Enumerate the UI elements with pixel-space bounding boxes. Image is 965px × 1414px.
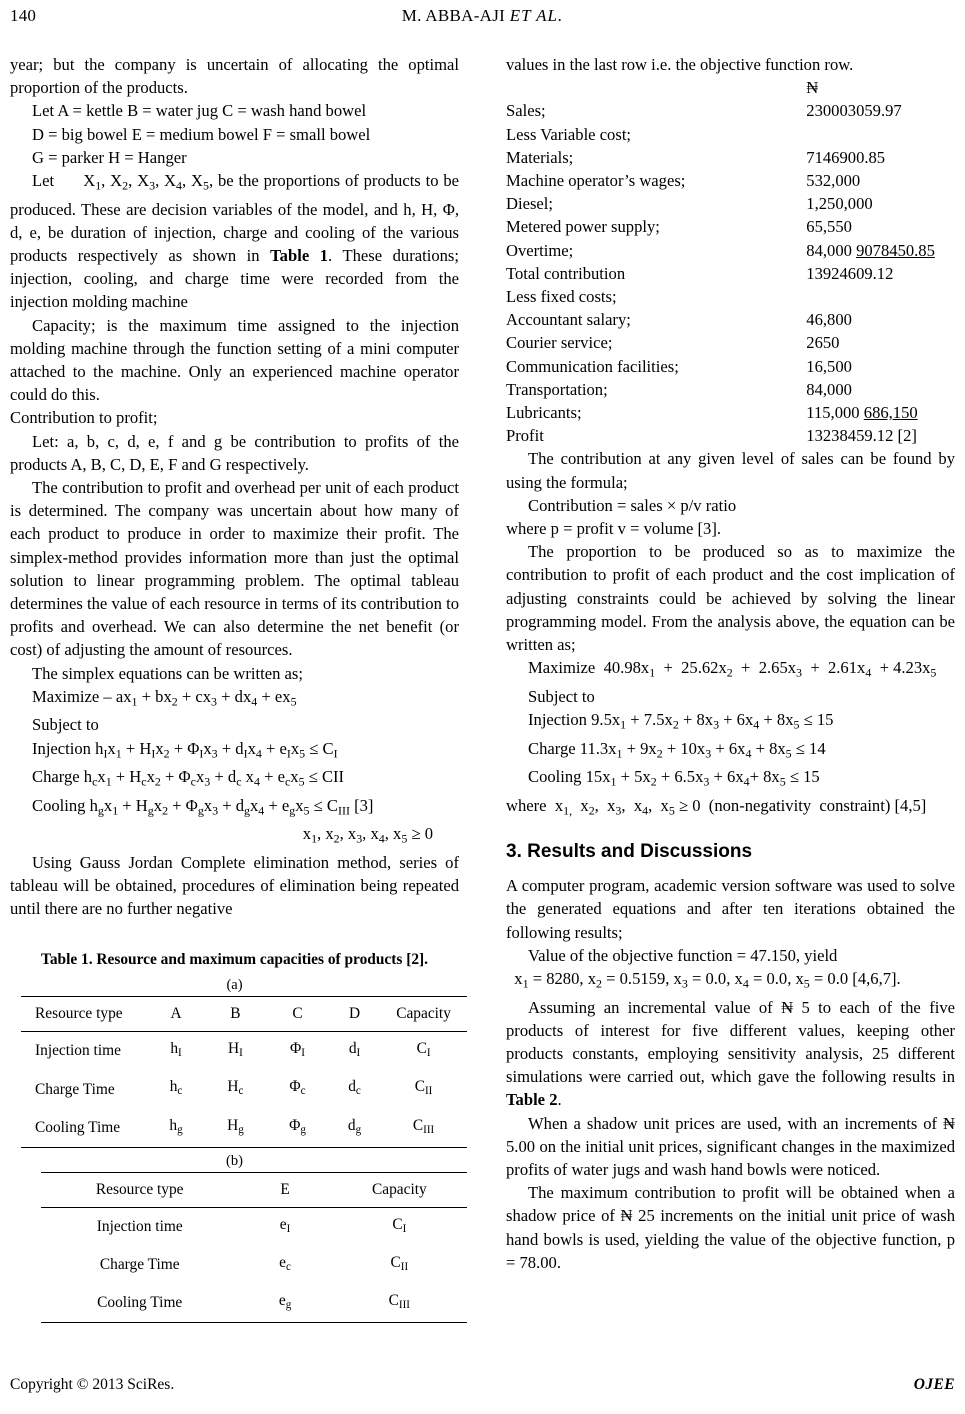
table1-reference: Table 1: [270, 245, 329, 265]
statement-row: [506, 401, 955, 424]
statement-label: Total contribution: [506, 263, 626, 283]
table1a-r2-c: $\Phi_g$: [289, 1116, 306, 1136]
statement-row: [506, 262, 955, 285]
table1a-r2-d: $d_g$: [347, 1116, 362, 1136]
statement-row: [506, 308, 955, 331]
page-number: 140: [10, 6, 37, 25]
statement-value: [804, 401, 955, 424]
statement-value: 84,000: [806, 379, 852, 399]
statement-row: [506, 215, 955, 238]
statement-row: [506, 331, 955, 354]
currency-header-row: [506, 76, 955, 99]
running-head: [10, 6, 955, 30]
table2-reference: Table 2: [506, 1090, 558, 1110]
running-title-etal: ET AL.: [509, 6, 564, 25]
running-title: [10, 6, 955, 26]
table1a-header-c: C: [292, 1005, 303, 1023]
table1a-r1-a: $h_c$: [169, 1078, 183, 1098]
table1a-header-a: A: [170, 1005, 182, 1023]
sensitivity-text-end: .: [557, 1090, 562, 1110]
equation-subject-to: Subject to: [32, 715, 99, 735]
table1b-r0-label: Injection time: [96, 1217, 183, 1235]
statement-row: [506, 169, 955, 192]
paragraph-continuation: year; but the company is uncertain of allocating the optimal proportion of the products.: [10, 55, 459, 98]
contribution-definition-paragraph: Let: a, b, c, d, e, f and g be contribution to profits of the products A, B, C, D, E, F and G respectively.: [10, 431, 459, 474]
table1b-sublabel: (b): [226, 1152, 243, 1169]
table1a-r0-d: $d_I$: [348, 1040, 361, 1060]
variables-text-b: . These durations; injection, cooling, and charge time were recorded from the injection molding machine: [10, 245, 459, 312]
table1b-r2-e: $e_g$: [278, 1291, 292, 1311]
statement-label: Accountant salary;: [506, 310, 631, 330]
formula-legend: where p = profit v = volume [3].: [506, 519, 722, 539]
table1a: [21, 996, 467, 1147]
table1b: [41, 1172, 467, 1323]
variables-text-a: be the proportions of products to be produced. These are decision variables of the model, and h, H, Φ, d, e, be duration of injection, charge and cooling of the various products respectively as shown in: [10, 171, 460, 265]
right-equation-nonnegativity: where $x_{1,}$ $x_2$, $x_3$, $x_4$, $x_5 \ge 0$ (non-negativity constraint) [4,5]: [506, 795, 927, 818]
table-row: [41, 1284, 467, 1323]
table1a-r2-cap: $C_{III}$: [412, 1116, 435, 1136]
contribution-formula-paragraph: The contribution at any given level of sales can be found by using the formula;: [506, 449, 955, 492]
currency-symbol: ₦: [806, 78, 819, 98]
objective-row-line: values in the last row i.e. the objective function row.: [506, 55, 854, 74]
capacity-paragraph: Capacity; is the maximum time assigned to the injection molding machine through the function setting of a mini computer attached to the machine. Only an experienced machine operator could do this.: [10, 315, 459, 405]
contribution-formula: Contribution = sales × p/v ratio: [528, 495, 737, 515]
statement-label: Diesel;: [506, 194, 554, 214]
statement-label: Less Variable cost;: [506, 124, 632, 144]
table1a-r1-d: $d_c$: [348, 1078, 361, 1098]
currency-header-blank: [506, 76, 804, 99]
simplex-equations-intro: The simplex equations can be written as;: [32, 663, 303, 683]
right-equation-subject-to: Subject to: [528, 686, 595, 706]
table1a-r0-label: Injection time: [35, 1042, 121, 1060]
variable-list: $X_1$, $X_2$, $X_3$, $X_4$, $X_5$,: [83, 171, 214, 193]
table1b-r1-e: $e_c$: [279, 1253, 291, 1273]
statement-label: Overtime;: [506, 240, 574, 260]
right-equation-charge: Charge $11.3x_1 + 9x_2 + 10x_3 + 6x_4 + 8x_5 \le 14$: [528, 738, 826, 760]
table1a-sublabel: (a): [226, 977, 243, 994]
table1a-r0-c: $\Phi_I$: [290, 1040, 305, 1060]
table-row: [21, 1109, 467, 1148]
table1b-header-resource: Resource type: [95, 1180, 184, 1198]
equation-cooling: Cooling $h_gx_1 + H_gx_2 + \Phi_gx_3 + d_gx_4 + e_gx_5 \le C_{III}$ [3]: [32, 795, 374, 818]
right-equation-cooling: Cooling $15x_1 + 5x_2 + 6.5x_3 + 6x_4+ 8x_5 \le 15$: [528, 767, 820, 789]
statement-label: Lubricants;: [506, 403, 582, 423]
statement-row: [506, 378, 955, 401]
financial-statement: [506, 76, 955, 447]
table1b-header-row: [41, 1172, 467, 1207]
table1b-r2-label: Cooling Time: [97, 1293, 183, 1311]
statement-value-text: 115,000: [806, 403, 860, 423]
table1a-header-d: D: [348, 1005, 361, 1023]
statement-label: Courier service;: [506, 333, 613, 353]
table1a-r2-b: $H_g$: [227, 1116, 244, 1136]
right-column: [506, 53, 955, 1274]
table1b-header-capacity: Capacity: [371, 1180, 427, 1198]
equation-maximize: Maximize – $ax_1 + bx_2 + cx_3 + dx_4 + ex_5$: [32, 686, 297, 709]
table1a-header-row: [21, 997, 467, 1032]
statement-value: 13238459.12 [2]: [806, 426, 917, 446]
solution-values: $x_1 = 8280$, $x_2 = 0.5159$, $x_3 = 0.0$, $x_4 = 0.0$, $x_5 = 0.0$ [4,6,7].: [506, 969, 901, 991]
statement-value: 532,000: [806, 171, 861, 191]
statement-value: 2650: [806, 333, 840, 353]
statement-value: [804, 239, 955, 262]
statement-value: 1,250,000: [806, 194, 873, 214]
table1-caption: Table 1. Resource and maximum capacities of products [2].: [40, 951, 429, 969]
definitions-line-3: G = parker H = Hanger: [32, 147, 187, 167]
statement-row: [506, 192, 955, 215]
statement-row: [506, 355, 955, 378]
statement-subtotal: 686,150: [863, 403, 918, 423]
table1b-r0-cap: $C_I$: [392, 1215, 407, 1235]
table-row: [21, 1070, 467, 1108]
table-row: [41, 1246, 467, 1284]
table1a-r1-b: $H_c$: [227, 1078, 244, 1098]
statement-label: Metered power supply;: [506, 217, 660, 237]
statement-row: [506, 424, 955, 447]
statement-row: [506, 146, 955, 169]
table1a-r2-label: Cooling Time: [35, 1118, 121, 1136]
statement-row: [506, 99, 955, 122]
table1a-r0-a: $h_I$: [170, 1040, 182, 1060]
table1a-r0-b: $H_I$: [227, 1040, 243, 1060]
left-column: [10, 53, 459, 1323]
copyright-notice: Copyright © 2013 SciRes.: [10, 1376, 175, 1393]
statement-value-text: 84,000: [806, 240, 852, 260]
table1a-r1-cap: $C_{II}$: [414, 1078, 433, 1098]
statement-label: Machine operator’s wages;: [506, 171, 686, 191]
definitions-line-1: Let A = kettle B = water jug C = wash hand bowel: [32, 101, 367, 121]
table1b-r0-e: $e_I$: [279, 1215, 291, 1235]
statement-value: [804, 285, 955, 308]
statement-row: [506, 239, 955, 262]
results-intro-paragraph: A computer program, academic version software was used to solve the generated equations and after ten iterations obtained the following results;: [506, 876, 955, 942]
contribution-heading-line: Contribution to profit;: [10, 408, 158, 428]
statement-value: 65,550: [806, 217, 852, 237]
gauss-jordan-paragraph: Using Gauss Jordan Complete elimination method, series of tableau will be obtained, procedures of elimination being repeated until there are no further negative: [10, 852, 459, 919]
page-footer: [10, 1376, 955, 1398]
max-contribution-paragraph: The maximum contribution to profit will be obtained when a shadow price of ₦ 25 increments on the initial unit price of wash hand bowls is used, yielding the value of the objective function, p = 78.00.: [506, 1183, 955, 1272]
table1b-r1-label: Charge Time: [99, 1255, 180, 1273]
statement-value: 46,800: [806, 310, 852, 330]
running-title-authors: M. ABBA-AJI: [401, 6, 506, 25]
table1a-header-resource: Resource type: [35, 1005, 123, 1023]
objective-function-value: Value of the objective function = 47.150, yield: [528, 945, 838, 965]
table1a-r1-c: $\Phi_c$: [289, 1078, 306, 1098]
table1b-r2-cap: $C_{III}$: [388, 1291, 410, 1311]
table1a-r1-label: Charge Time: [35, 1080, 115, 1098]
definitions-line-2: D = big bowel E = medium bowel F = small bowel: [32, 124, 371, 144]
table1b-r1-cap: $C_{II}$: [390, 1253, 409, 1273]
journal-abbreviation: OJEE: [913, 1376, 955, 1393]
let-keyword: Let: [32, 171, 55, 191]
right-equation-maximize: Maximize $40.98x_1 + 25.62x_2 + 2.65x_3 + 2.61x_4 + 4.23x_5$: [528, 658, 937, 680]
statement-value: 16,500: [806, 356, 852, 376]
statement-value: [804, 123, 955, 146]
statement-label: Profit: [506, 426, 544, 446]
statement-row: [506, 123, 955, 146]
statement-label: Communication facilities;: [506, 356, 679, 376]
sensitivity-paragraph: [506, 996, 955, 1112]
statement-label: Less fixed costs;: [506, 287, 617, 307]
table1b-header-e: E: [280, 1180, 290, 1198]
simplex-discussion-paragraph: The contribution to profit and overhead per unit of each product is determined. The company was uncertain about how many of each product to produce in order to maximize their profit. The simplex-method provides information more than just the optimal solution to linear programming problem. The optimal tableau determines the value of each resource in terms of its contribution to profits and overhead. We can also determine the net benefit (or cost) of adjusting the amount of resources.: [10, 478, 459, 660]
statement-value: 230003059.97: [806, 101, 902, 121]
statement-row: [506, 285, 955, 308]
proportion-paragraph: The proportion to be produced so as to maximize the contribution to profit of each product and the cost implication of adjusting constraints could be achieved by solving the linear programming model. From the analysis above, the equation can be written as;: [506, 542, 955, 655]
section-heading-results: 3. Results and Discussions: [506, 841, 753, 863]
equation-nonnegativity: $x_1$, $x_2$, $x_3$, $x_4$, $x_5 \ge 0$: [302, 824, 433, 846]
statement-label: Materials;: [506, 147, 574, 167]
table1a-header-b: B: [230, 1005, 241, 1023]
equation-injection: Injection $h_Ix_1 + H_Ix_2 + \Phi_Ix_3 + d_Ix_4 + e_Ix_5 \le C_I$: [32, 738, 338, 760]
shadow-price-paragraph: When a shadow unit prices are used, with an increments of ₦ 5.00 on the initial unit prices, significant changes in the maximized profits of water jugs and wash hand bowls were noticed.: [506, 1113, 955, 1179]
statement-label: Sales;: [506, 101, 546, 121]
statement-value: 13924609.12: [806, 263, 894, 283]
table1a-r2-a: $h_g$: [169, 1116, 183, 1136]
table1a-header-capacity: Capacity: [396, 1005, 451, 1023]
variables-paragraph: [10, 169, 459, 314]
statement-value: 7146900.85: [806, 147, 886, 167]
table1a-r0-cap: $C_I$: [416, 1040, 431, 1060]
statement-subtotal: 9078450.85: [856, 240, 935, 260]
table-row: [41, 1207, 467, 1246]
equation-charge: Charge $h_cx_1 + H_cx_2 + \Phi_cx_3 + d_c$ $x_4 + e_cx_5$ ≤ CII: [32, 767, 345, 789]
right-equation-injection: Injection $9.5x_1 + 7.5x_2 + 8x_3 + 6x_4 + 8x_5 \le 15$: [528, 710, 834, 732]
table-row: [21, 1032, 467, 1071]
statement-label: Transportation;: [506, 379, 608, 399]
sensitivity-text: Assuming an incremental value of ₦ 5 to each of the five products of interest for five different values, keeping other products constants, employing sensitivity analysis, 25 different simulations were carried out, which gave the following results in: [506, 997, 955, 1087]
table1-block: [10, 950, 459, 1323]
